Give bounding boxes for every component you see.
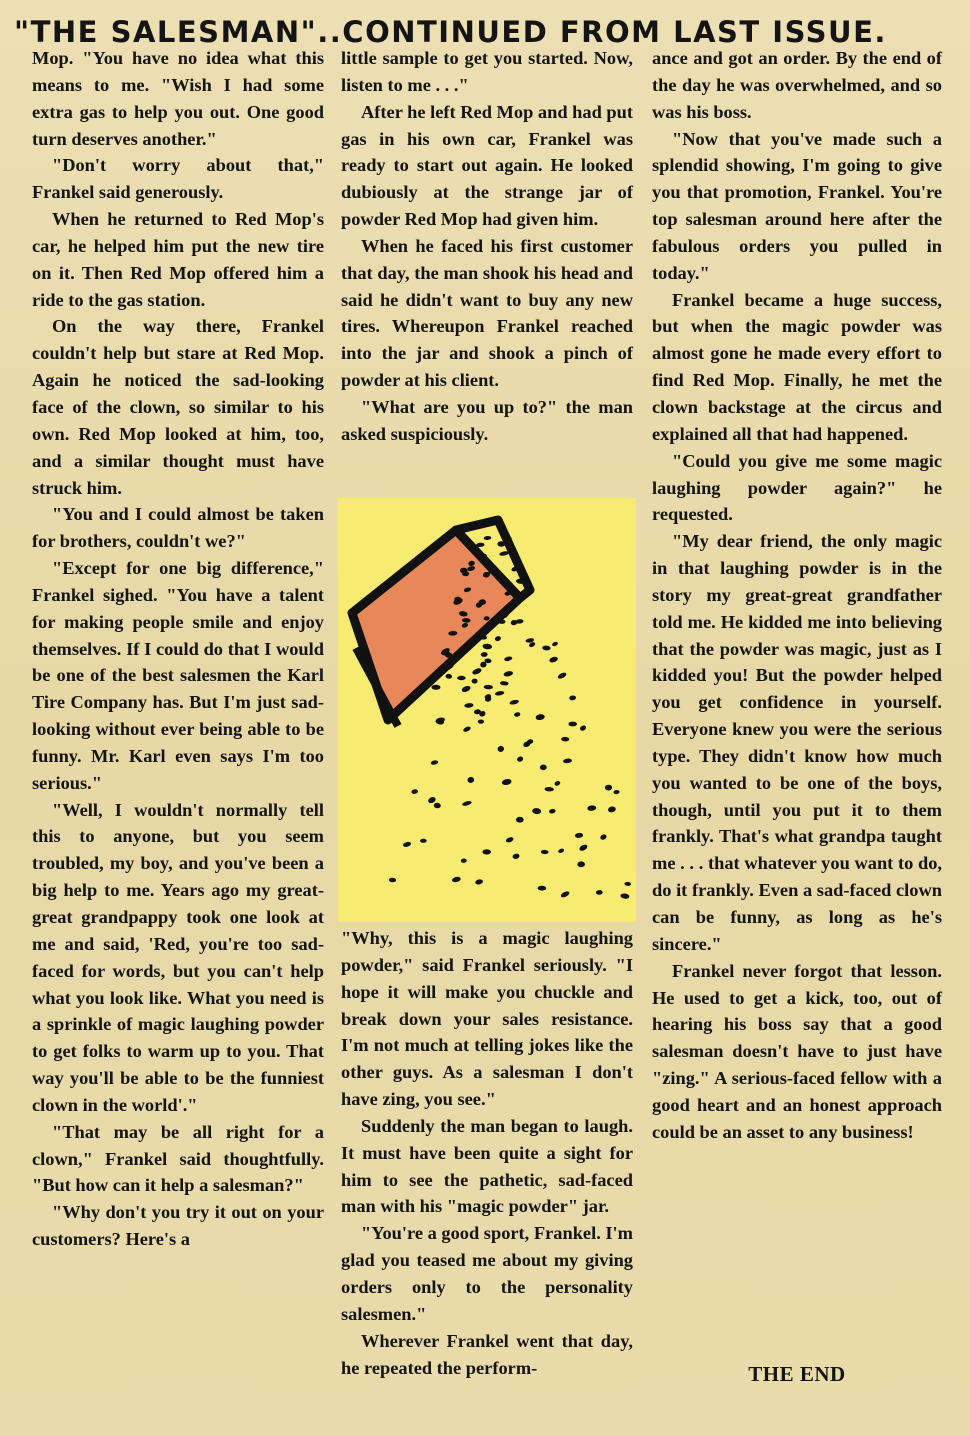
powder-speck: [461, 858, 467, 863]
powder-speck: [481, 652, 488, 657]
text-column-1: [32, 45, 324, 1253]
paragraph: Frankel became a huge success, but when the magic powder was almost gone he made every effort to find Red Mop. Finally, he met the clown backstage at the circus and explained all that had happened.: [652, 289, 942, 444]
powder-speck: [434, 802, 441, 808]
powder-speck: [535, 714, 545, 721]
powder-speck: [542, 645, 551, 650]
paragraph: Frankel never forgot that lesson. He used to get a kick, too, out of hearing his boss say that a good salesman doesn't have to just have "zing." A serious-faced fellow with a good heart and an honest approach could be an asset to any business!: [652, 960, 942, 1142]
powder-speck: [484, 685, 493, 690]
powder-speck: [467, 776, 475, 783]
powder-speck: [445, 674, 452, 680]
paragraph: "Except for one big difference," Frankel sighed. "You have a talent for making people smile and enjoy themselves. If I could do that I would be one of the best salesmen the Karl Tire Company has. But I'm just sad-looking without ever being able to be funny. Mr. Karl even says I'm too serious.": [32, 558, 324, 793]
powder-speck: [532, 808, 542, 815]
powder-speck: [500, 681, 509, 686]
powder-speck: [501, 778, 512, 786]
powder-speck: [554, 780, 561, 787]
powder-speck: [472, 679, 478, 684]
paragraph: When he faced his first customer that day, the man shook his head and said he didn't want to buy any new tires. Whereupon Frankel reached into the jar and shook a pinch of powder at his client.: [341, 235, 633, 391]
powder-speck: [505, 836, 514, 843]
paragraph: "Well, I wouldn't normally tell this to anyone, but you seem troubled, my boy, and you've been a big help to me. Years ago my great-great grandpappy took one look at me and said, 'Red, you're too sad-faced for words, but you can't help what you look like. What you need is a sprinkle of magic laughing powder to get folks to warm up to you. That way you'll be able to be the funniest clown in the world'.": [32, 799, 324, 1115]
powder-speck: [563, 758, 572, 764]
powder-speck: [561, 737, 569, 742]
powder-speck: [599, 833, 607, 841]
powder-speck: [613, 790, 619, 795]
powder-speck: [504, 656, 513, 662]
jar-drawing: [338, 498, 636, 922]
text-column-3: [652, 45, 942, 1146]
powder-speck: [557, 671, 567, 679]
powder-speck: [624, 882, 631, 886]
powder-speck: [475, 879, 484, 886]
text-column-2-bottom: [341, 925, 633, 1381]
powder-speck: [389, 878, 396, 883]
powder-speck: [596, 890, 603, 895]
powder-speck: [402, 841, 411, 848]
paragraph: "You and I could almost be taken for brothers, couldn't we?": [32, 504, 324, 552]
paragraph: Wherever Frankel went that day, he repeated the perform-: [341, 1330, 633, 1378]
powder-speck: [497, 745, 505, 752]
powder-speck: [577, 861, 585, 867]
paragraph: After he left Red Mop and had put gas in his own car, Frankel was ready to start out again. He looked dubiously at the strange jar of powder Red Mop had given him.: [341, 101, 633, 230]
paragraph: little sample to get you started. Now, listen to me . . .": [341, 48, 633, 95]
paragraph: Mop. "You have no idea what this means to me. "Wish I had some extra gas to help you out. One good turn deserves another.": [32, 48, 324, 149]
powder-speck: [544, 787, 554, 792]
paragraph: "Now that you've made such a splendid showing, I'm going to give you that promotion, Frankel. You're top salesman around here after the fabulous orders you pulled in today.": [652, 128, 942, 283]
paragraph: "Why, this is a magic laughing powder," said Frankel seriously. "I hope it will make you chuckle and break down your sales resistance. I'm not much at telling jokes like the other guys. As a salesman I don't have zing, you see.": [341, 928, 633, 1110]
powder-speck: [464, 703, 474, 708]
paragraph: "My dear friend, the only magic in that laughing powder is in the story my great-great grandfather told me. He kidded me into believing that the powder was magic, just as I kidded you! But the powder helped you get confidence in yourself. Everyone knew you were the serious type. They didn't know how much you wanted to be one of the boys, though, until you put it to them frankly. That's what grandpa taught me . . . that whatever you want to do, do it frankly. Even a sad-faced clown can be funny, as long as he's sincere.": [652, 531, 942, 954]
paragraph: ance and got an order. By the end of the day he was overwhelmed, and so was his boss.: [652, 48, 942, 122]
powder-speck: [509, 699, 519, 705]
powder-speck: [452, 876, 462, 883]
powder-speck: [457, 676, 466, 680]
powder-speck: [568, 722, 577, 727]
powder-speck: [551, 641, 558, 647]
powder-speck: [569, 695, 576, 701]
powder-speck: [541, 850, 549, 854]
powder-speck: [494, 635, 502, 642]
powder-speck: [578, 843, 588, 852]
paragraph: Suddenly the man began to laugh. It must have been quite a sight for him to see the pathetic, sad-faced man with his "magic powder" jar.: [341, 1115, 633, 1217]
powder-speck: [482, 849, 491, 854]
paragraph: When he returned to Red Mop's car, he helped him put the new tire on it. Then Red Mop offered him a ride to the gas station.: [32, 209, 324, 310]
powder-speck: [427, 796, 436, 805]
powder-speck: [461, 685, 472, 693]
powder-speck: [587, 805, 597, 811]
powder-speck: [538, 886, 547, 891]
powder-speck: [549, 656, 559, 664]
powder-speck: [512, 853, 520, 860]
powder-speck: [495, 690, 505, 696]
page-title: "THE SALESMAN"..CONTINUED FROM LAST ISSUE.: [14, 15, 887, 49]
paragraph: "Could you give me some magic laughing powder again?" he requested.: [652, 450, 942, 525]
powder-speck: [503, 670, 513, 677]
powder-speck: [549, 808, 556, 814]
paragraph: On the way there, Frankel couldn't help but stare at Red Mop. Again he noticed the sad-looking face of the clown, so similar to his own. Red Mop looked at him, too, and a similar thought must have struck him.: [32, 316, 324, 498]
text-column-2-top: [341, 45, 633, 448]
powder-speck: [560, 890, 571, 899]
paragraph: "Don't worry about that," Frankel said generously.: [32, 155, 324, 203]
powder-jar-illustration: [338, 498, 636, 922]
powder-speck: [471, 667, 482, 676]
powder-speck: [516, 817, 524, 823]
powder-speck: [430, 760, 438, 766]
powder-speck: [432, 685, 441, 690]
powder-speck: [462, 726, 471, 733]
powder-speck: [575, 832, 584, 838]
powder-speck: [558, 848, 565, 854]
powder-speck: [482, 643, 492, 649]
powder-speck: [420, 839, 427, 843]
powder-speck: [514, 712, 521, 718]
paragraph: "Why don't you try it out on your customers? Here's a: [32, 1202, 324, 1250]
powder-speck: [478, 720, 484, 724]
the-end-label: THE END: [748, 1362, 846, 1386]
paragraph: "What are you up to?" the man asked suspiciously.: [341, 396, 633, 444]
powder-speck: [540, 764, 547, 770]
powder-speck: [579, 725, 587, 732]
powder-speck: [620, 893, 630, 899]
powder-speck: [607, 806, 616, 813]
paragraph: "That may be all right for a clown," Frankel said thoughtfully. "But how can it help a salesman?": [32, 1121, 324, 1196]
powder-speck: [605, 785, 612, 791]
powder-speck: [462, 800, 473, 807]
powder-speck: [411, 789, 418, 795]
powder-speck: [516, 756, 524, 763]
paragraph: "You're a good sport, Frankel. I'm glad you teased me about my giving orders only to the personality salesmen.": [341, 1223, 633, 1324]
